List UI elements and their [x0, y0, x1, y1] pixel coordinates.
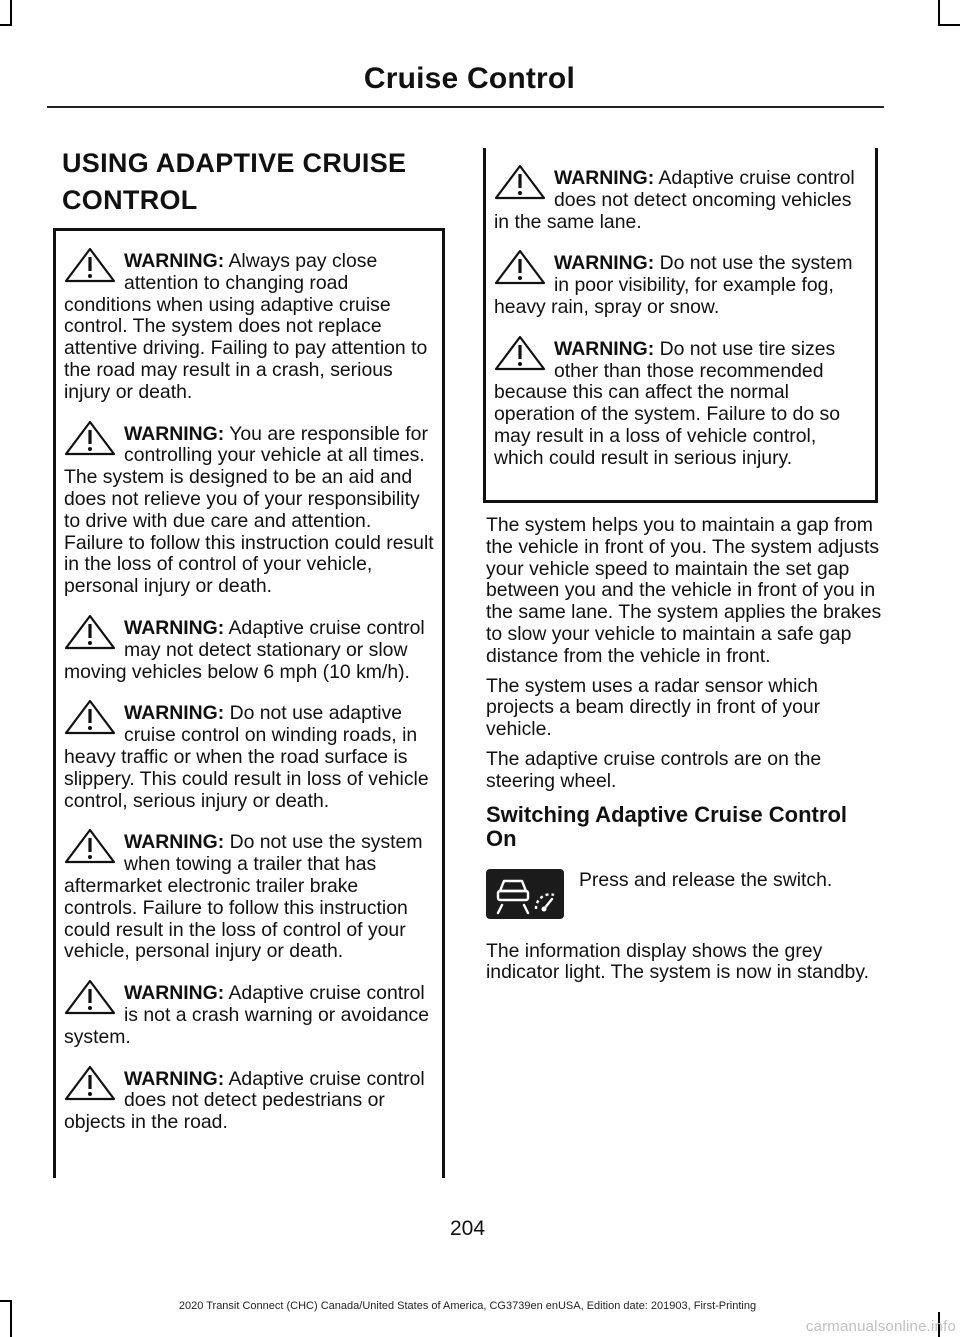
crop-mark	[938, 0, 940, 26]
warning-label: WARNING:	[124, 422, 225, 445]
warning-label: WARNING:	[554, 337, 655, 360]
warning-triangle-icon	[64, 1063, 120, 1103]
warning-item	[64, 618, 434, 683]
body-column	[486, 515, 882, 992]
warning-text: Adaptive cruise control does not detect oncoming vehicles in the same lane.	[494, 167, 855, 233]
warning-label: WARNING:	[124, 616, 225, 639]
warning-text: Always pay close attention to changing road conditions when using adaptive cruise control. The system does not replace attentive driving. Failing to pay attention to the road may result in a crash, serious injury or death.	[64, 250, 428, 403]
switch-instruction-row	[486, 869, 882, 939]
warning-label: WARNING:	[124, 982, 225, 1005]
section-title: USING ADAPTIVE CRUISE CONTROL	[62, 148, 407, 215]
warning-item	[64, 1069, 434, 1134]
body-paragraph: The information display shows the grey indicator light. The system is now in standby.	[486, 939, 869, 984]
warning-item	[494, 339, 867, 470]
warning-text: Do not use tire sizes other than those recommended because this can affect the normal operation of the system. Failure to do so may result in a loss of vehicle control, which could result in serious injury.	[494, 337, 840, 469]
warning-box-left	[53, 228, 445, 1178]
warning-triangle-icon	[64, 697, 120, 737]
crop-mark	[10, 0, 12, 26]
warning-text: Adaptive cruise control does not detect pedestrians or objects in the road.	[64, 1067, 425, 1134]
warning-box-right	[483, 148, 878, 503]
crop-mark	[938, 24, 960, 26]
warning-item	[64, 832, 434, 963]
warning-triangle-icon	[64, 418, 120, 458]
header-divider	[47, 106, 884, 108]
warning-text: Adaptive cruise control may not detect stationary or slow moving vehicles below 6 mph (10 km/h).	[64, 616, 425, 683]
warning-text: Adaptive cruise control is not a crash warning or avoidance system.	[64, 982, 430, 1048]
warning-triangle-icon	[494, 162, 550, 202]
body-paragraph: The system helps you to maintain a gap from the vehicle in front of you. The system adjusts your vehicle speed to maintain the set gap between you and the vehicle in front of you in the same lane. The system applies the brakes to slow your vehicle to maintain a safe gap distance from the vehicle in front.	[486, 514, 882, 667]
page-footer: 2020 Transit Connect (CHC) Canada/United States of America, CG3739en enUSA, Edition date: 201903, First-Printing	[178, 1300, 757, 1312]
warning-text: Do not use adaptive cruise control on winding roads, in heavy traffic or when the road surface is slippery. This could result in loss of vehicle control, serious injury or death.	[64, 702, 429, 812]
page-header-title: Cruise Control	[363, 62, 575, 95]
crop-mark	[0, 24, 12, 26]
warning-triangle-icon	[64, 612, 120, 652]
body-paragraph: The system uses a radar sensor which projects a beam directly in front of your vehicle.	[486, 674, 821, 741]
body-paragraph: The adaptive cruise controls are on the steering wheel.	[486, 747, 822, 792]
warning-item	[64, 424, 434, 598]
switch-instruction: Press and release the switch.	[579, 868, 833, 891]
warning-triangle-icon	[64, 826, 120, 866]
adaptive-cruise-control-icon	[486, 869, 564, 919]
warning-item	[64, 703, 434, 812]
warning-triangle-icon	[64, 977, 120, 1017]
warning-label: WARNING:	[554, 252, 655, 275]
warning-text: You are responsible for controlling your vehicle at all times. The system is designed to be an aid and does not relieve you of your responsibility to drive with due care and attention. Failure to follow this instruction could result in the loss of control of your vehicle, personal injury or death.	[64, 422, 434, 598]
warning-label: WARNING:	[554, 167, 655, 189]
subsection-heading: Switching Adaptive Cruise Control On	[486, 801, 847, 851]
warning-label: WARNING:	[124, 831, 225, 854]
warning-triangle-icon	[494, 247, 550, 287]
warning-item	[494, 168, 867, 233]
warning-triangle-icon	[494, 333, 550, 373]
warning-item	[64, 251, 434, 404]
warning-text: Do not use the system when towing a trailer that has aftermarket electronic trailer brake controls. Failure to follow this instruction could result in the loss of control of your vehicle, personal injury or death.	[64, 831, 423, 963]
warning-item	[494, 253, 867, 318]
watermark: carmanualsonline.info	[805, 1318, 956, 1335]
warning-label: WARNING:	[124, 702, 225, 725]
warning-triangle-icon	[64, 245, 120, 285]
page-number: 204	[449, 1217, 486, 1240]
warning-item	[64, 983, 434, 1048]
warning-text: Do not use the system in poor visibility, for example fog, heavy rain, spray or snow.	[494, 252, 853, 318]
warning-label: WARNING:	[124, 1067, 225, 1090]
warning-label: WARNING:	[124, 250, 225, 272]
